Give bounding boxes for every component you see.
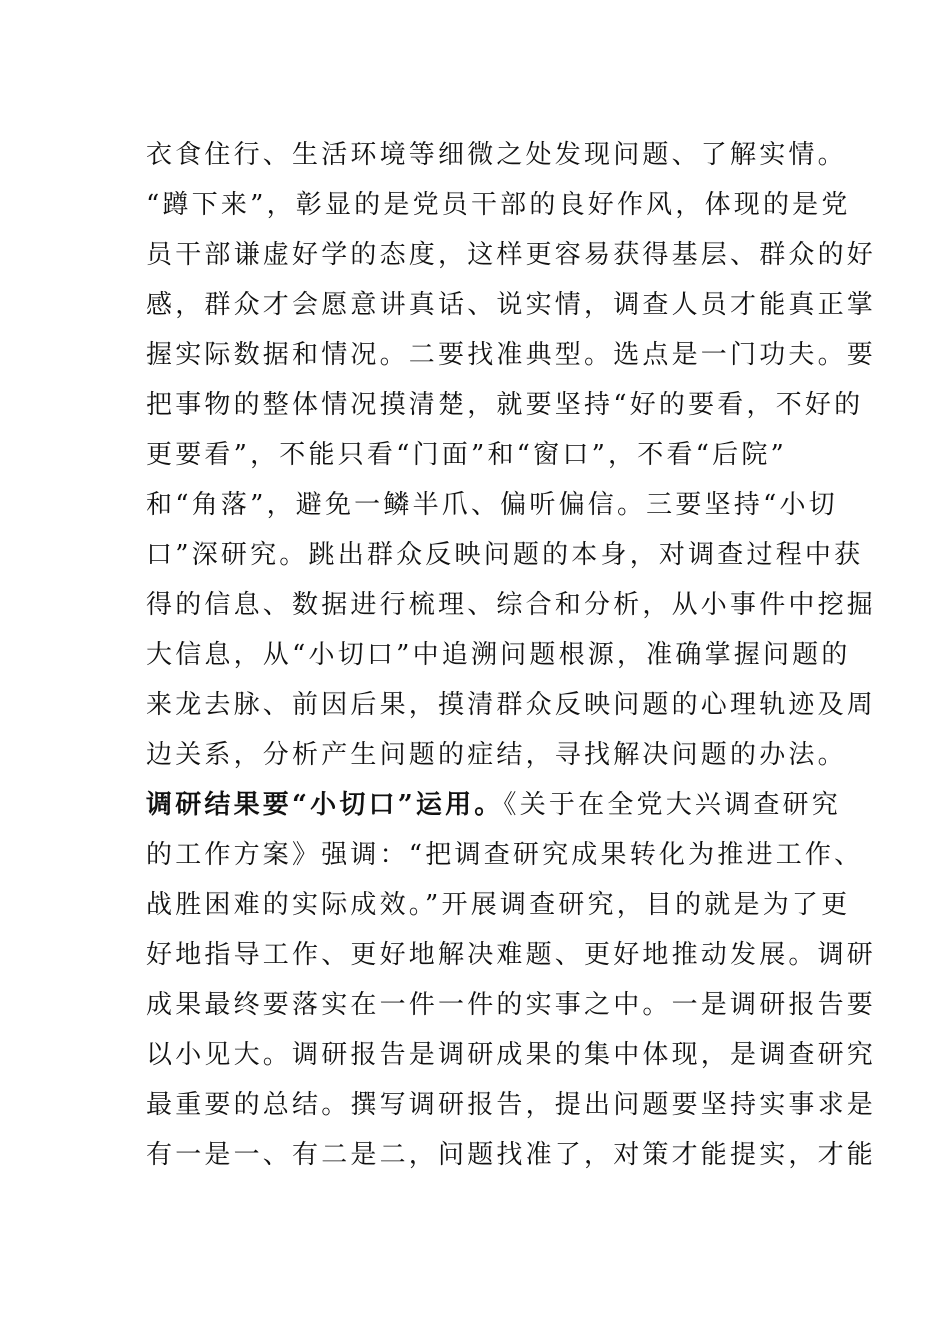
text-line: 口”深研究。跳出群众反映问题的本身，对调查过程中获 [146, 540, 864, 570]
section-heading-line [146, 780, 841, 830]
text-line: 员干部谦虚好学的态度，这样更容易获得基层、群众的好 [146, 240, 877, 270]
text-line: 握实际数据和情况。二要找准典型。选点是一门功夫。要 [146, 340, 877, 370]
text-line: 更要看”，不能只看“门面”和“窗口”，不看“后院” [146, 440, 788, 470]
document-body [146, 130, 877, 1180]
text-line: 和“角落”，避免一鳞半爪、偏听偏信。三要坚持“小切 [146, 490, 838, 520]
text-line: 把事物的整体情况摸清楚，就要坚持“好的要看，不好的 [146, 390, 864, 420]
text-line: 衣食住行、生活环境等细微之处发现问题、了解实情。 [146, 140, 847, 170]
text-line: 以小见大。调研报告是调研成果的集中体现，是调查研究 [146, 1040, 877, 1070]
text-line: 边关系，分析产生问题的症结，寻找解决问题的办法。 [146, 740, 847, 770]
text-line: 最重要的总结。撰写调研报告，提出问题要坚持实事求是 [146, 1090, 877, 1120]
text-line: 大信息，从“小切口”中追溯问题根源，准确掌握问题的 [146, 640, 851, 670]
text-line: 战胜困难的实际成效。”开展调查研究，目的就是为了更 [146, 890, 851, 920]
text-line: “蹲下来”，彰显的是党员干部的良好作风，体现的是党 [146, 190, 851, 220]
text-line: 成果最终要落实在一件一件的实事之中。一是调研报告要 [146, 990, 877, 1020]
text-line: 有一是一、有二是二，问题找准了，对策才能提实，才能 [146, 1140, 877, 1170]
text-line: 好地指导工作、更好地解决难题、更好地推动发展。调研 [146, 940, 877, 970]
text-line: 的工作方案》强调：“把调查研究成果转化为推进工作、 [146, 840, 864, 870]
text-line: 感，群众才会愿意讲真话、说实情，调查人员才能真正掌 [146, 290, 877, 320]
text-line: 来龙去脉、前因后果，摸清群众反映问题的心理轨迹及周 [146, 690, 877, 720]
heading-continuation: 《关于在全党大兴调查研究 [503, 790, 841, 820]
text-line: 得的信息、数据进行梳理、综合和分析，从小事件中挖掘 [146, 590, 877, 620]
section-heading: 调研结果要“小切口”运用。 [146, 790, 504, 820]
